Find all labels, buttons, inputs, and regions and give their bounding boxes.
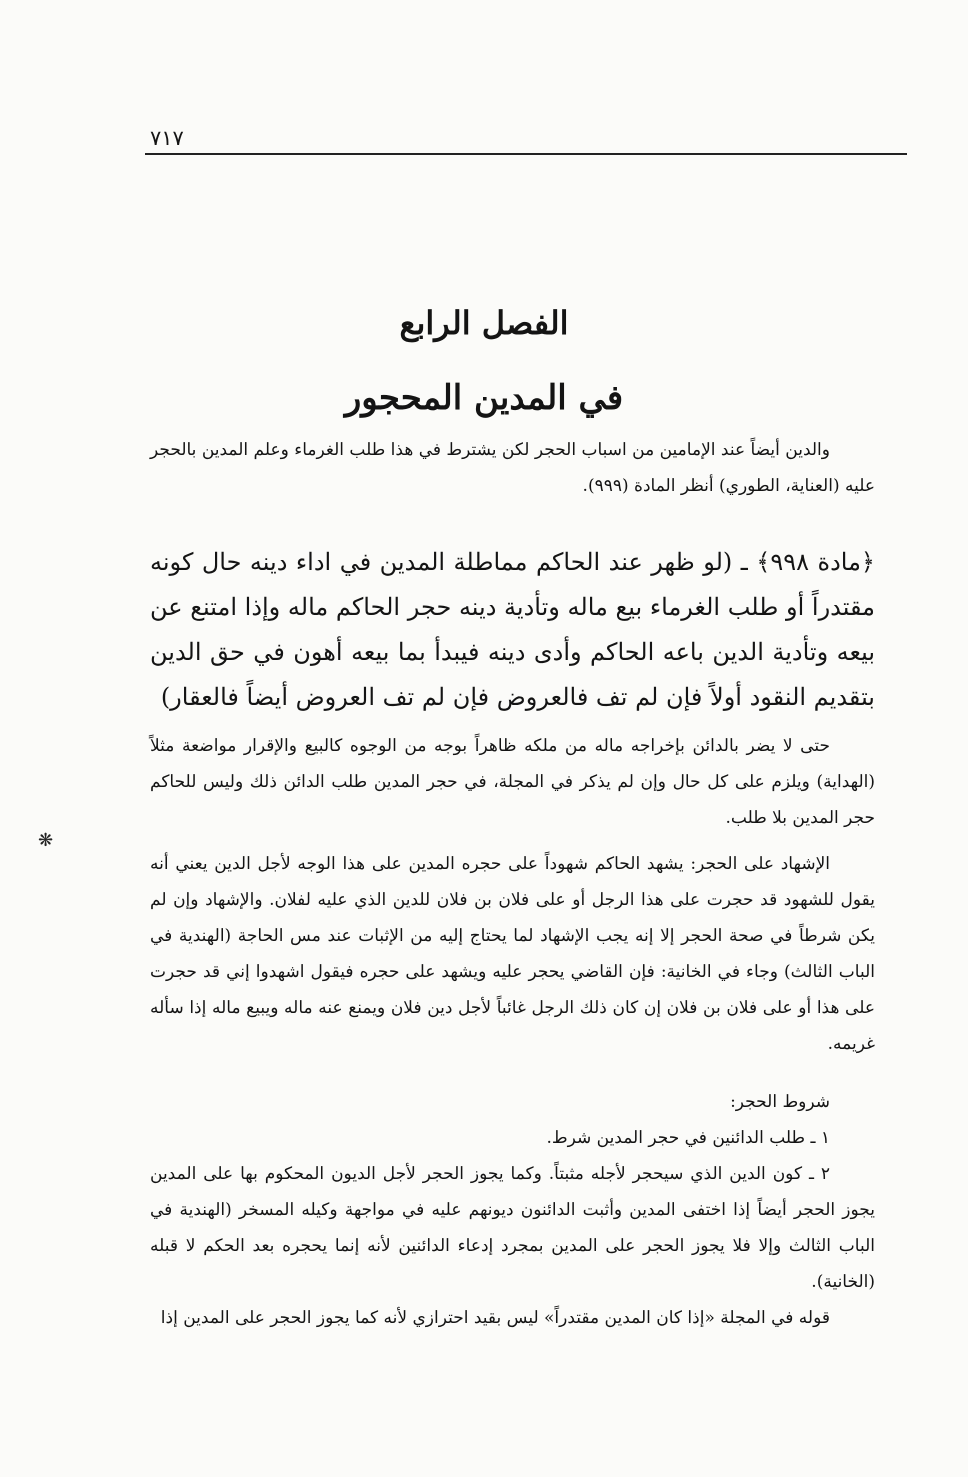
commentary-paragraph-3: قوله في المجلة «إذا كان المدين مقتدراً» ليس بقيد احترازي لأنه كما يجوز الحجر على المدين إذا (160, 1308, 830, 1328)
header-rule (145, 153, 907, 155)
chapter-subtitle: في المدين المحجور (344, 378, 624, 418)
commentary-paragraph-1: حتى لا يضر بالدائن بإخراجه ماله من ملكه ظاهراً بوجه من الوجوه كالبيع والإقرار مواضعة مثلاً (الهداية) ويلزم على كل حال وإن لم يذكر في المجلة، في حجر المدين طلب الدائن ذلك وليس للحاكم حجر المدين بلا طلب. (150, 736, 875, 828)
conditions-heading: شروط الحجر: (730, 1092, 830, 1112)
article-998: ﴿مادة ٩٩٨﴾ ـ (لو ظهر عند الحاكم مماطلة المدين في اداء دينه حال كونه مقتدراً أو طلب الغرماء بيع ماله وتأدية دينه حجر الحاكم ماله وإذا امتنع عن بيعه وتأدية الدين باعه الحاكم وأدى دينه فيبدأ بما بيعه أهون في حق الدين بتقديم النقود أولاً فإن لم تف فالعروض فإن لم تف العروض أيضاً فالعقار) (150, 548, 875, 711)
intro-paragraph: والدين أيضاً عند الإمامين من اسباب الحجر لكن يشترط في هذا طلب الغرماء وعلم المدين بالحجر عليه (العناية، الطوري) أنظر المادة (٩٩٩). (150, 440, 875, 496)
condition-2: ٢ ـ كون الدين الذي سيحجر لأجله مثبتاً. وكما يجوز الحجر لأجل الديون المحكوم بها على المدين يجوز الحجر أيضاً إذا اختفى المدين وأثبت الدائنون ديونهم عليه في مواجهة وكيله المسخر (الهندية في الباب الثالث وإلا فلا يجوز الحجر على المدين بمجرد إدعاء الدائنين لأنه إنما يحجره بعد الحكم لا قبله (الخانية). (150, 1164, 875, 1292)
chapter-title: الفصل الرابع (399, 304, 569, 342)
margin-mark-icon: ❋ (38, 830, 54, 851)
page-number: ٧١٧ (150, 126, 184, 150)
conditions-section (150, 1084, 875, 1300)
condition-1: ١ ـ طلب الدائنين في حجر المدين شرط. (546, 1128, 830, 1148)
commentary-paragraph-2: الإشهاد على الحجر: يشهد الحاكم شهوداً على حجره المدين على هذا الوجه لأجل الدين يعني أنه يقول للشهود قد حجرت على هذا الرجل أو على فلان بن فلان للدين الذي عليه لفلان. والإشهاد وإن لم يكن شرطاً في صحة الحجر إلا إنه يجب الإشهاد لما يحتاج إليه من الإثبات عند مس الحاجة (الهندية في الباب الثالث) وجاء في الخانية: فإن القاضي يحجر عليه ويشهد على حجره فيقول اشهدوا إني قد حجرت على هذا أو على فلان بن فلان إن كان ذلك الرجل غائباً لأجل دين فلان ويمنع عنه ماله ويبيع ماله إذا سأله غريمه. (150, 854, 875, 1054)
